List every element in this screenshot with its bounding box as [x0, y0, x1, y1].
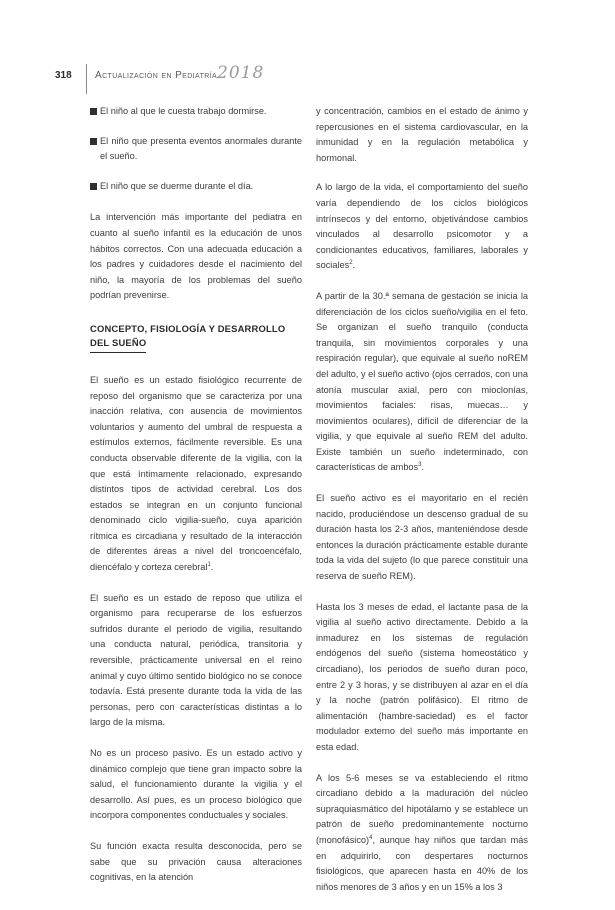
body-paragraph: El sueño activo es el mayoritario en el recién nacido, produciéndose un descenso gradual de su duración hasta los 2-3 años, manteniéndose desde entonces la duración prácticamente estable durante toda la vida del sujeto (lo que parece constituir una reserva de sueño REM).: [316, 493, 528, 582]
body-paragraph: El sueño es un estado de reposo que utiliza el organismo para recuperarse de los esfuerzos sufridos durante el periodo de vigilia, resultando una conducta natural, periódica, transitoria y reversible, prácticamente universal en el reino animal y cuyo último sentido biológico no se conoce todavía. Está presente durante toda la vida de las personas, pero con características distintas a lo largo de la misma.: [90, 592, 302, 728]
section-heading-line: DEL SUEÑO: [90, 336, 146, 353]
body-paragraph: A partir de la 30.ª semana de gestación se inicia la diferenciación de los ciclos sueño/vigilia en el feto. Se organizan el sueño tranquilo (conducta tranquila, sin movimientos corporales y una respiración regular), que equivale al sueño noREM del adulto, y el sueño activo (ojos cerrados, con una atonía muscular axial, pero con mioclonías, movimientos faciales: risas, muecas… y movimientos oculares), difícil de diferenciar de la vigilia, y que equivale al sueño REM del adulto. Existe también un sueño indeterminado, con características de ambos$^3$.: [316, 290, 528, 473]
citation-ref: 2: [349, 260, 353, 267]
bullet-item: El niño al que le cuesta trabajo dormirse.: [90, 104, 302, 120]
bullet-list: [90, 104, 302, 194]
bullet-item: El niño que se duerme durante el día.: [90, 179, 302, 195]
body-paragraph: A lo largo de la vida, el comportamiento del sueño varía dependiendo de los ciclos biológicos intrínsecos y del entorno, objetivándose cambios vinculados al desarrollo psicomotor y a condicionantes educativos, familiares, laborales y sociales$^2$.: [316, 182, 528, 271]
page-number: 318: [55, 70, 72, 81]
edition-year: 2018: [217, 63, 265, 83]
page-header: [55, 63, 315, 88]
citation-ref: 4: [369, 834, 373, 841]
body-paragraph: A los 5-6 meses se va estableciendo el ritmo circadiano debido a la maduración del núcleo supraquiasmático del hipotálamo y se establece un patrón de sueño predominantemente nocturno (monofásico)$^4$, aunque hay niños que tardan más en adquirirlo, con despertares nocturnos fisiológicos, que aparecen hasta en 40% de los niños menores de 3 años y en un 15% a los 3: [316, 772, 528, 892]
section-heading: [90, 322, 302, 353]
body-paragraph: Su función exacta resulta desconocida, pero se sabe que su privación causa alteraciones cognitivas, en la atención: [90, 840, 302, 883]
body-paragraph: No es un proceso pasivo. Es un estado activo y dinámico complejo que tiene gran impacto sobre la salud, el funcionamiento durante la vigilia y el desarrollo. Así pues, es un proceso biológico que incorpora componentes conductuales y sociales.: [90, 748, 302, 821]
running-title: Actualización en Pediatría: [95, 70, 218, 81]
citation-ref: 1: [207, 562, 211, 568]
left-column: [90, 104, 302, 901]
citation-ref: 3: [418, 462, 422, 469]
section-heading-line: CONCEPTO, FISIOLOGÍA Y DESARROLLO: [90, 322, 286, 334]
body-paragraph: y concentración, cambios en el estado de ánimo y repercusiones en el sistema cardiovascular, en la inmunidad y en la regulación metabólica y hormonal.: [316, 106, 528, 163]
header-divider: [86, 64, 87, 94]
body-paragraph: Hasta los 3 meses de edad, el lactante pasa de la vigilia al sueño activo directamente. Debido a la inmadurez en los sistemas de regulación endógenos del sueño (sistema homeostático y circadiano), los periodos de sueño duran poco, entre 2 y 3 horas, y se distribuyen al azar en el día y la noche (patrón polifásico). El ritmo de alimentación (hambre-saciedad) es el factor modulador externo del sueño más importante en esta edad.: [316, 601, 528, 752]
body-paragraph: El sueño es un estado fisiológico recurrente de reposo del organismo que se caracteriza por una inacción relativa, con ausencia de movimientos voluntarios y aumento del umbral de respuesta a estímulos externos, fácilmente reversible. Es una conducta observable diferente de la vigilia, con la que está íntimamente relacionado, expresando distintos tipos de actividad cerebral. Los dos estados se integran en un conjunto funcional denominado ciclo vigilia-sueño, cuya aparición rítmica es circadiana y resultado de la interacción de diferentes áreas a nivel del troncoencéfalo, diencéfalo y corteza cerebral$^1$.: [90, 374, 302, 573]
bullet-item: El niño que presenta eventos anormales durante el sueño.: [90, 134, 302, 165]
intro-paragraph: La intervención más importante del pediatra en cuanto al sueño infantil es la educación de unos hábitos correctos. Con una adecuada educación a los padres y cuidadores desde el nacimiento del niño, la mayoría de los problemas del sueño podrían prevenirse.: [90, 212, 302, 301]
square-bullet-icon: [90, 108, 97, 115]
right-column: [316, 104, 528, 910]
square-bullet-icon: [90, 138, 97, 145]
square-bullet-icon: [90, 183, 97, 190]
